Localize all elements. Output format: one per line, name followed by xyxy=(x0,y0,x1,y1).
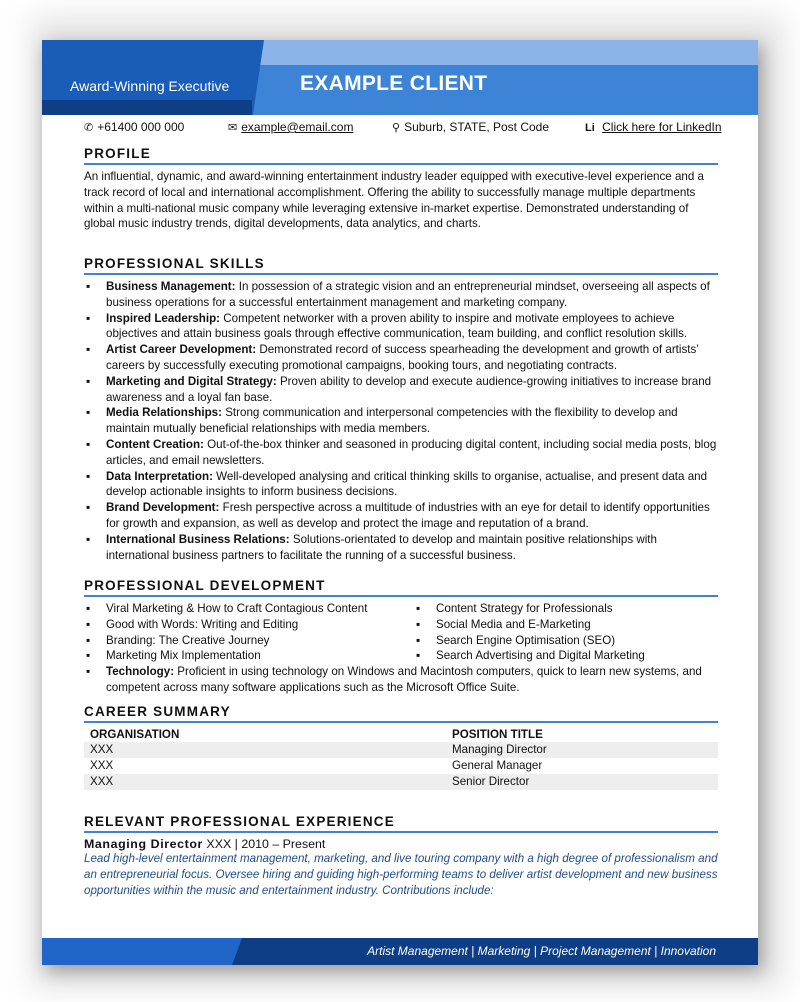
linkedin-link[interactable]: Click here for LinkedIn xyxy=(602,120,722,134)
position-cell: Senior Director xyxy=(446,774,718,790)
role-meta: XXX | 2010 – Present xyxy=(202,837,326,851)
skill-item: ▪ Marketing and Digital Strategy: Proven ability to develop and execute audience-growing initiatives to increase brand awareness and a loyal fan base. xyxy=(84,374,718,406)
experience-heading: RELEVANT PROFESSIONAL EXPERIENCE xyxy=(84,814,718,833)
development-item: ▪ Branding: The Creative Journey xyxy=(84,633,388,649)
skill-item: ▪ Business Management: In possession of a strategic vision and an entrepreneurial mindset, overseeing all aspects of business operations for a successful entertainment management and marketing company. xyxy=(84,279,718,311)
position-cell: General Manager xyxy=(452,759,543,772)
role-line xyxy=(84,837,718,851)
header-banner xyxy=(42,40,758,115)
skills-section xyxy=(84,256,718,563)
development-item: ▪ Marketing Mix Implementation xyxy=(84,648,388,664)
skill-item: ▪ Content Creation: Out-of-the-box thinker and seasoned in producing digital content, including social media posts, blog articles, and email newsletters. xyxy=(84,437,718,469)
development-item: ▪ Search Engine Optimisation (SEO) xyxy=(414,633,718,649)
skill-item: ▪ Data Interpretation: Well-developed analysing and critical thinking skills to organise, actualise, and present data and develop actionable insights to inform business decisions. xyxy=(84,469,718,501)
career-heading: CAREER SUMMARY xyxy=(84,704,718,723)
column-header-organisation: ORGANISATION xyxy=(90,728,180,741)
career-section xyxy=(84,704,718,790)
linkedin-icon: Li xyxy=(585,122,595,134)
skill-item: ▪ Inspired Leadership: Competent networker with a proven ability to inspire and motivate employees to achieve objectives and attain business goals through effective communication, team building, and conflict resolution skills. xyxy=(84,311,718,343)
development-item: ▪ Viral Marketing & How to Craft Contagious Content xyxy=(84,601,388,617)
development-section xyxy=(84,578,718,696)
experience-section xyxy=(84,814,718,898)
table-row xyxy=(84,774,718,790)
contact-linkedin xyxy=(585,120,722,134)
organisation-cell: XXX xyxy=(84,742,446,758)
development-item: ▪ Search Advertising and Digital Marketing xyxy=(414,648,718,664)
phone-icon: ✆ xyxy=(84,122,94,134)
profile-section xyxy=(84,146,718,232)
profile-heading: PROFILE xyxy=(84,146,718,165)
skill-item: ▪ Artist Career Development: Demonstrated record of success spearheading the development and growth of artists’ careers by successfully executing promotional campaigns, booking tours, and negotiating contracts. xyxy=(84,342,718,374)
skills-heading: PROFESSIONAL SKILLS xyxy=(84,256,718,275)
footer-text: Artist Management | Marketing | Project Management | Innovation xyxy=(367,944,716,958)
contact-address: ⚲ Suburb, STATE, Post Code xyxy=(392,120,550,134)
skills-list xyxy=(84,279,718,563)
technology-item: ▪ Technology: Proficient in using technology on Windows and Macintosh computers, quick to learn new systems, and competent across many software applications such as the Microsoft Office Suite. xyxy=(84,664,718,696)
profile-text: An influential, dynamic, and award-winning entertainment industry leader equipped with executive-level experience and a track record of local and international accomplishment. Offering the ability to successfully manage multiple departments within a multi-national music company while leveraging extensive in-market expertise. Demonstrated understanding of global music industry trends, digital developments, data analytics, and charts. xyxy=(84,170,704,231)
role-title: Managing Director xyxy=(84,837,203,851)
envelope-icon: ✉ xyxy=(228,122,238,134)
position-cell: Managing Director xyxy=(446,742,718,758)
table-row xyxy=(84,742,718,758)
skill-item: ▪ Media Relationships: Strong communication and interpersonal competencies with the flexibility to develop and maintain mutually beneficial relationships with media members. xyxy=(84,405,718,437)
organisation-cell: XXX xyxy=(90,759,114,772)
development-item: ▪ Good with Words: Writing and Editing xyxy=(84,617,388,633)
organisation-cell: XXX xyxy=(84,774,446,790)
footer-banner xyxy=(42,938,758,965)
column-header-position: POSITION TITLE xyxy=(452,728,543,741)
role-description: Lead high-level entertainment management, marketing, and live touring company with a high degree of professionalism and an entrepreneurial focus. Oversee hiring and guiding high-performing teams to deliver artist development and new business opportunities within the music and entertainment industry. Contributions include: xyxy=(84,852,718,897)
development-list-right xyxy=(388,601,718,664)
career-table xyxy=(84,727,718,790)
contact-email xyxy=(228,120,353,134)
development-heading: PROFESSIONAL DEVELOPMENT xyxy=(84,578,718,597)
development-item: ▪ Social Media and E-Marketing xyxy=(414,617,718,633)
client-name: EXAMPLE CLIENT xyxy=(300,72,488,95)
location-pin-icon: ⚲ xyxy=(392,122,401,134)
email-link[interactable]: example@email.com xyxy=(241,120,354,134)
resume-page xyxy=(42,40,758,965)
skill-item: ▪ Brand Development: Fresh perspective across a multitude of industries with an eye for detail to identify opportunities for growth and expansion, as well as develop and protect the image and reputation of a brand. xyxy=(84,500,718,532)
table-row xyxy=(84,758,718,774)
skill-item: ▪ International Business Relations: Solutions-orientated to develop and maintain positive relationships with international business partners to facilitate the running of a successful business. xyxy=(84,532,718,564)
tagline: Award-Winning Executive xyxy=(70,78,230,94)
contact-phone: ✆ +61400 000 000 xyxy=(84,120,185,134)
development-item: ▪ Content Strategy for Professionals xyxy=(414,601,718,617)
development-list-left xyxy=(84,601,388,664)
